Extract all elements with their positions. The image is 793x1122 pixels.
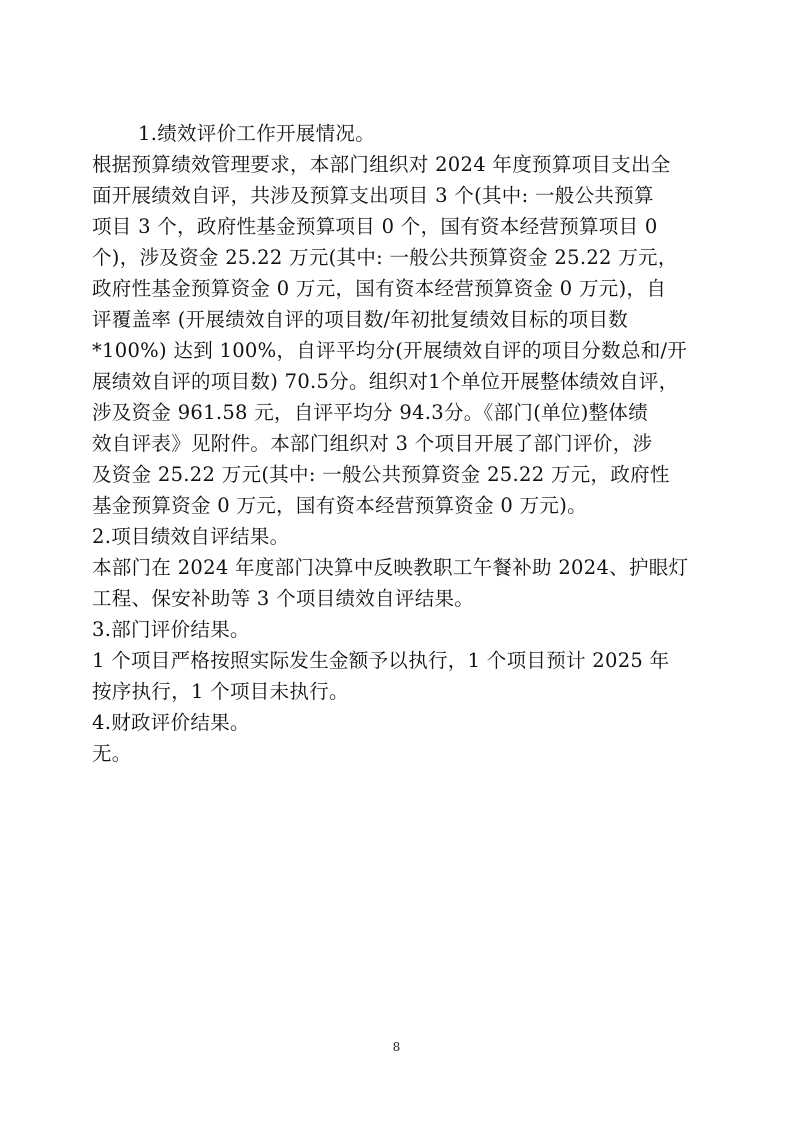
paragraph-line: 展绩效自评的项目数) 70.5分。组织对1个单位开展整体绩效自评， bbox=[92, 370, 679, 393]
section-heading: 1.绩效评价工作开展情况。 bbox=[138, 122, 376, 145]
paragraph-line: 基金预算资金 0 万元，国有资本经营预算资金 0 万元)。 bbox=[92, 494, 587, 517]
section-project-self-evaluation bbox=[92, 521, 710, 614]
section-finance-evaluation bbox=[92, 707, 710, 769]
paragraph-line: 及资金 25.22 万元(其中: 一般公共预算资金 25.22 万元，政府性 bbox=[92, 463, 670, 486]
paragraph-line: 面开展绩效自评，共涉及预算支出项目 3 个(其中: 一般公共预算 bbox=[92, 184, 654, 207]
page-number: 8 bbox=[392, 1040, 401, 1054]
paragraph-line: 本部门在 2024 年度部门决算中反映教职工午餐补助 2024、护眼灯 bbox=[92, 556, 689, 579]
paragraph-line: 个)，涉及资金 25.22 万元(其中: 一般公共预算资金 25.22 万元， bbox=[92, 246, 678, 269]
section-heading: 2.项目绩效自评结果。 bbox=[92, 525, 290, 548]
paragraph-line: 工程、保安补助等 3 个项目绩效自评结果。 bbox=[92, 587, 475, 610]
paragraph-line: 按序执行，1 个项目未执行。 bbox=[92, 680, 349, 703]
paragraph-line: 根据预算绩效管理要求，本部门组织对 2024 年度预算项目支出全 bbox=[92, 153, 671, 176]
paragraph-line: *100%) 达到 100%，自评平均分(开展绩效自评的项目分数总和/开 bbox=[92, 339, 688, 362]
section-heading: 4.财政评价结果。 bbox=[92, 711, 250, 734]
paragraph-line: 项目 3 个，政府性基金预算项目 0 个，国有资本经营预算项目 0 bbox=[92, 215, 658, 238]
paragraph-line: 政府性基金预算资金 0 万元，国有资本经营预算资金 0 万元)，自 bbox=[92, 277, 667, 300]
section-performance-evaluation bbox=[92, 118, 710, 521]
page-body bbox=[92, 118, 710, 769]
paragraph-line: 无。 bbox=[92, 742, 132, 765]
paragraph-line: 评覆盖率 (开展绩效自评的项目数/年初批复绩效目标的项目数 bbox=[92, 308, 629, 331]
paragraph-line: 效自评表》见附件。本部门组织对 3 个项目开展了部门评价，涉 bbox=[92, 432, 653, 455]
paragraph-line: 涉及资金 961.58 元，自评平均分 94.3分。《部门(单位)整体绩 bbox=[92, 401, 649, 424]
section-department-evaluation bbox=[92, 614, 710, 707]
paragraph-line: 1 个项目严格按照实际发生金额予以执行，1 个项目预计 2025 年 bbox=[92, 649, 670, 672]
section-heading: 3.部门评价结果。 bbox=[92, 618, 250, 641]
